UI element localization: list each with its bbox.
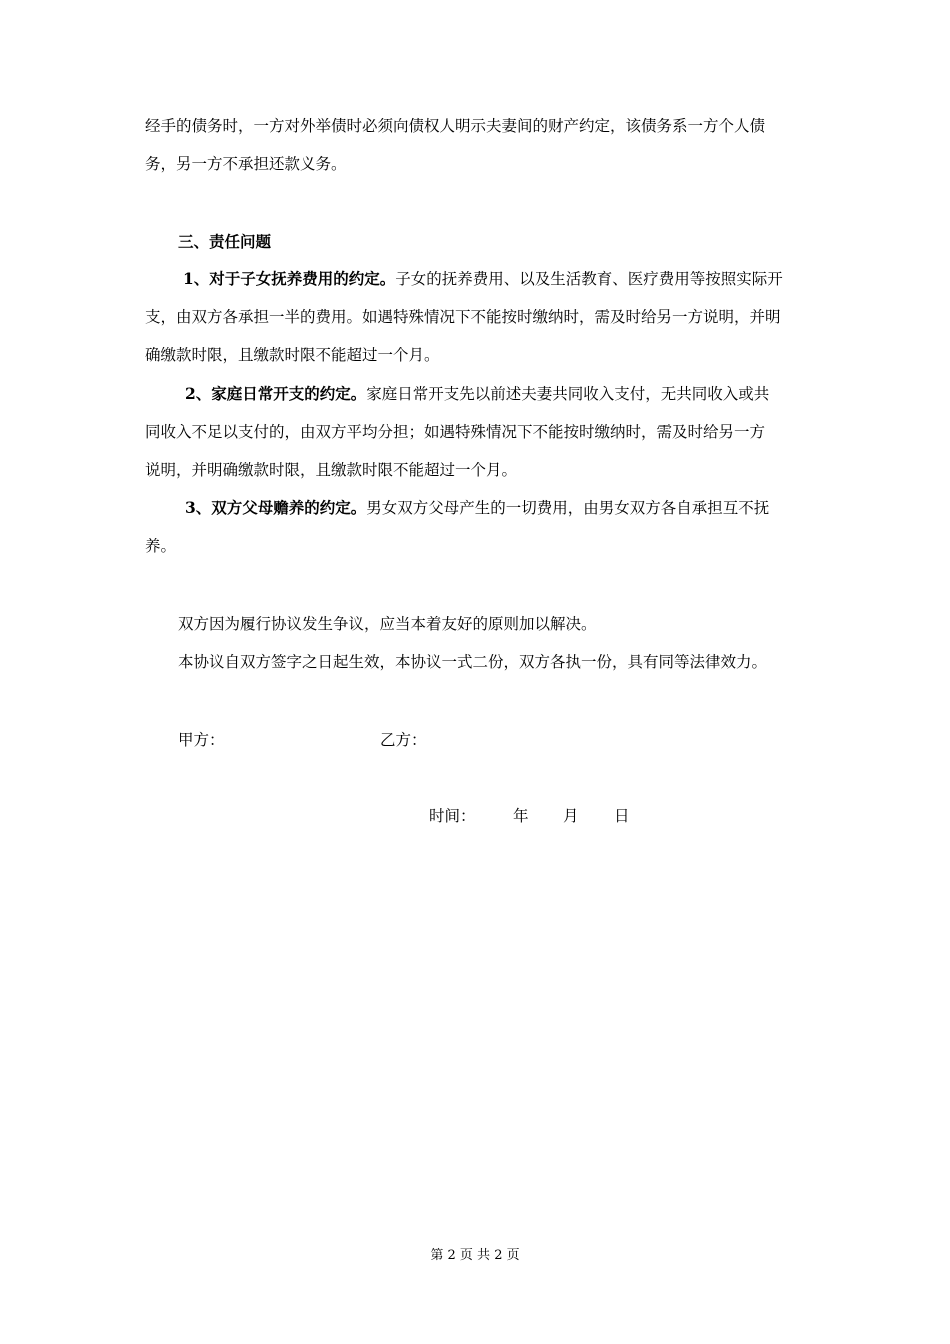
item-1-line-1: [183, 268, 783, 290]
item-3-title: 3、双方父母赡养的约定。: [185, 498, 367, 517]
item-3-line-2: 养。: [145, 537, 177, 555]
item-2-line-3: 说明，并明确缴款时限，且缴款时限不能超过一个月。: [145, 461, 518, 479]
item-2-title: 2、家庭日常开支的约定。: [185, 384, 367, 403]
debt-paragraph-line-1: 经手的债务时，一方对外举债时必须向债权人明示夫妻间的财产约定，该债务系一方个人债: [145, 117, 766, 135]
date-day: 日: [614, 807, 630, 825]
date-label: 时间：: [429, 807, 476, 825]
item-1-text: 子女的抚养费用、以及生活教育、医疗费用等按照实际开: [395, 270, 783, 288]
item-2-line-1: [185, 383, 769, 405]
item-3-line-1: [185, 497, 769, 519]
item-3-text: 男女双方父母产生的一切费用，由男女双方各自承担互不抚: [366, 499, 770, 517]
item-2-text: 家庭日常开支先以前述夫妻共同收入支付，无共同收入或共: [366, 385, 770, 403]
page-footer: 第 2 页 共 2 页: [430, 1248, 520, 1263]
date-month: 月: [563, 807, 579, 825]
item-1-line-3: 确缴款时限，且缴款时限不能超过一个月。: [145, 346, 440, 364]
closing-line-2: 本协议自双方签字之日起生效，本协议一式二份，双方各执一份，具有同等法律效力。: [178, 653, 768, 671]
debt-paragraph-line-2: 务，另一方不承担还款义务。: [145, 155, 347, 173]
item-1-title: 1、对于子女抚养费用的约定。: [183, 269, 396, 288]
section-heading: 三、责任问题: [178, 232, 272, 251]
party-a-label: 甲方：: [178, 731, 225, 749]
item-2-line-2: 同收入不足以支付的，由双方平均分担；如遇特殊情况下不能按时缴纳时，需及时给另一方: [145, 423, 766, 441]
date-year: 年: [513, 807, 529, 825]
item-1-line-2: 支，由双方各承担一半的费用。如遇特殊情况下不能按时缴纳时，需及时给另一方说明，并明: [145, 308, 781, 326]
closing-line-1: 双方因为履行协议发生争议，应当本着友好的原则加以解决。: [178, 615, 597, 633]
party-b-label: 乙方：: [380, 731, 427, 749]
